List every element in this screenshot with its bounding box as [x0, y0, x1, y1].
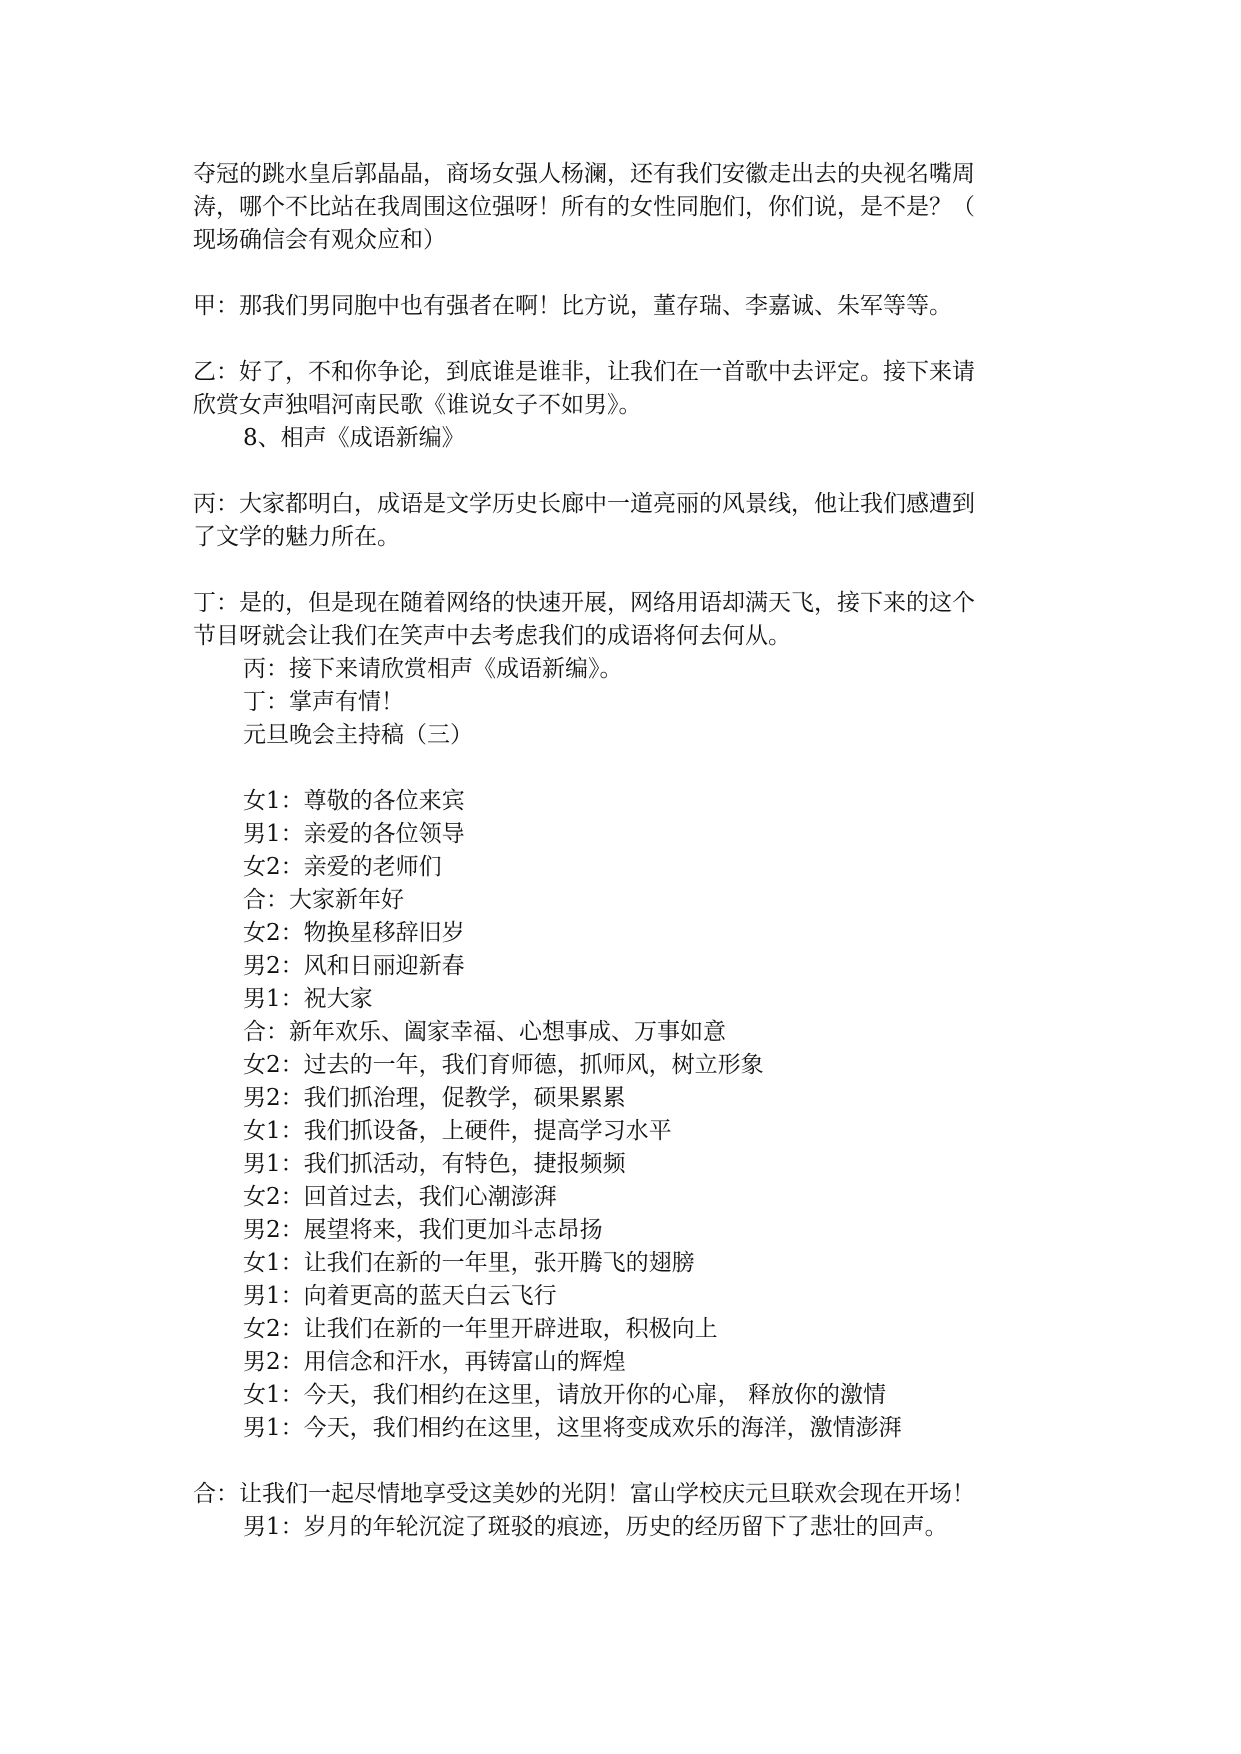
script-line: 女1：让我们在新的一年里，张开腾飞的翅膀: [243, 1250, 695, 1276]
paragraph-ding-line-2: 节目呀就会让我们在笑声中去考虑我们的成语将何去何从。: [193, 623, 791, 649]
document-body: [193, 158, 1053, 1544]
script-line: 男1：祝大家: [243, 986, 373, 1012]
script-line: 男1：岁月的年轮沉淀了斑驳的痕迹，历史的经历留下了悲壮的回声。: [243, 1514, 948, 1540]
paragraph-gap: [193, 752, 1053, 785]
script-line: 女2：让我们在新的一年里开辟进取，积极向上: [243, 1316, 718, 1342]
paragraph-bing-line-2: 了文学的魅力所在。: [193, 524, 400, 550]
section-title: 元旦晚会主持稿（三）: [243, 722, 473, 748]
script-line: 女1：今天，我们相约在这里，请放开你的心扉， 释放你的激情: [243, 1382, 886, 1408]
paragraph-gap: [193, 554, 1053, 587]
script-line: 男2：我们抓治理，促教学，硕果累累: [243, 1085, 626, 1111]
script-line: 女2：过去的一年，我们育师德，抓师风，树立形象: [243, 1052, 764, 1078]
paragraph-gap: [193, 1445, 1053, 1478]
paragraph-intro-line-3: 现场确信会有观众应和）: [193, 227, 446, 253]
paragraph-bing-line-1: 丙：大家都明白，成语是文学历史长廊中一道亮丽的风景线，他让我们感遭到: [193, 491, 975, 517]
script-line: 男1：今天，我们相约在这里，这里将变成欢乐的海洋，激情澎湃: [243, 1415, 902, 1441]
paragraph-gap: [193, 257, 1053, 290]
paragraph-gap: [193, 323, 1053, 356]
script-line: 女1：尊敬的各位来宾: [243, 788, 465, 814]
script-line: 女2：物换星移辞旧岁: [243, 920, 465, 946]
paragraph-jia-line: 甲：那我们男同胞中也有强者在啊！比方说，董存瑞、李嘉诚、朱军等等。: [193, 293, 952, 319]
paragraph-intro-line-1: 夺冠的跳水皇后郭晶晶，商场女强人杨澜，还有我们安徽走出去的央视名嘴周: [193, 161, 975, 187]
paragraph-he-opening: 合：让我们一起尽情地享受这美妙的光阴！富山学校庆元旦联欢会现在开场！: [193, 1481, 975, 1507]
script-line: 男1：亲爱的各位领导: [243, 821, 465, 847]
script-line: 男2：用信念和汗水，再铸富山的辉煌: [243, 1349, 626, 1375]
script-line: 女2：回首过去，我们心潮澎湃: [243, 1184, 557, 1210]
program-heading-crosstalk: 8、相声《成语新编》: [243, 425, 465, 451]
paragraph-yi-line-2: 欣赏女声独唱河南民歌《谁说女子不如男》。: [193, 392, 642, 418]
script-line: 合：新年欢乐、阖家幸福、心想事成、万事如意: [243, 1019, 726, 1045]
paragraph-intro-line-2: 涛，哪个不比站在我周围这位强呀！所有的女性同胞们，你们说，是不是？（: [193, 194, 975, 220]
script-line: 合：大家新年好: [243, 887, 404, 913]
script-line: 男1：向着更高的蓝天白云飞行: [243, 1283, 557, 1309]
script-line: 男2：风和日丽迎新春: [243, 953, 465, 979]
dialogue-line: 丁：掌声有情！: [243, 689, 404, 715]
paragraph-yi-line-1: 乙：好了，不和你争论，到底谁是谁非，让我们在一首歌中去评定。接下来请: [193, 359, 975, 385]
script-line: 男2：展望将来，我们更加斗志昂扬: [243, 1217, 603, 1243]
dialogue-line: 丙：接下来请欣赏相声《成语新编》。: [243, 656, 623, 682]
paragraph-ding-line-1: 丁：是的，但是现在随着网络的快速开展，网络用语却满天飞，接下来的这个: [193, 590, 975, 616]
script-line: 女1：我们抓设备，上硬件，提高学习水平: [243, 1118, 672, 1144]
host-script-list: [193, 785, 1053, 1445]
script-line: 男1：我们抓活动，有特色，捷报频频: [243, 1151, 626, 1177]
paragraph-gap: [193, 455, 1053, 488]
script-line: 女2：亲爱的老师们: [243, 854, 442, 880]
